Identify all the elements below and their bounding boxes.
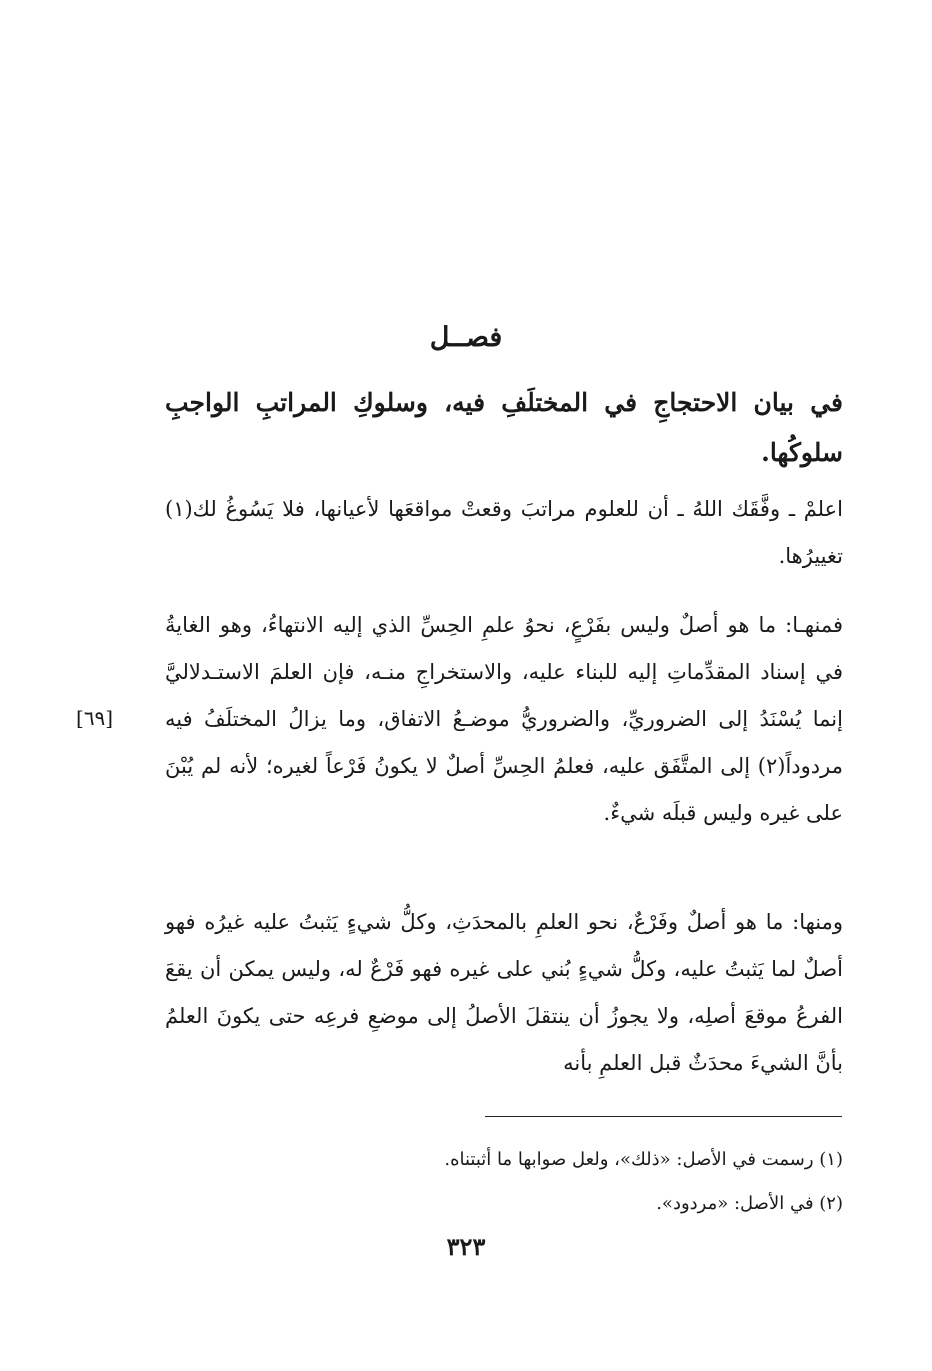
section-heading: فصــل <box>429 322 503 353</box>
footnote-divider <box>485 1116 842 1117</box>
footnote-1: (١) رسمت في الأصل: «ذلك»، ولعل صوابها ما أثبتناه. <box>444 1149 843 1170</box>
footnotes <box>165 1138 843 1226</box>
paragraph-3: ومنها: ما هو أصلٌ وفَرْعٌ، نحو العلمِ بالمحدَثِ، وكلُّ شيءٍ يَثبتُ عليه غيرُه فهو أصلٌ لما يَثبتُ عليه، وكلُّ شيءٍ بُني على غيره فهو فَرْعٌ له، وليس يمكن أن يقعَ الفرعُ موقعَ أصلِه، ولا يجوزُ أن ينتقلَ الأصلُ إلى موضعِ فرعِه حتى يكونَ العلمُ بأنَّ الشيءَ محدَثٌ قبل العلمِ بأنه <box>165 910 843 1075</box>
marginal-page-reference: [٦٩] <box>76 706 114 730</box>
paragraph-1: اعلمْ ـ وفَّقَك اللهُ ـ أن للعلوم مراتبَ وقعتْ مواقعَها لأعيانها، فلا يَسُوغُ لك(١) تغييرُها. <box>165 497 843 568</box>
footnote-2: (٢) في الأصل: «مردود». <box>656 1193 843 1214</box>
paragraph-2: فمنهـا: ما هو أصلٌ وليس بفَرْعٍ، نحوُ علمِ الحِسِّ الذي إليه الانتهاءُ، وهو الغايةُ في إسناد المقدِّماتِ إليه للبناء عليه، والاستخراجِ منـه، فإن العلمَ الاستـدلاليَّ إنما يُسْنَدُ إلى الضروريِّ، والضروريُّ موضـعُ الاتفاق، وما يزالُ المختلَفُ فيه مردوداً(٢) إلى المتَّفَق عليه، فعلمُ الحِسِّ أصلٌ لا يكونُ فَرْعاً لغيره؛ لأنه لم يُبْنَ على غيره وليس قبلَه شيءٌ. <box>165 613 843 825</box>
section-subheading: في بيان الاحتجاجِ في المختلَفِ فيه، وسلوكِ المراتبِ الواجبِ سلوكُها. <box>165 388 843 467</box>
page-number: ٣٢٣ <box>446 1232 486 1261</box>
